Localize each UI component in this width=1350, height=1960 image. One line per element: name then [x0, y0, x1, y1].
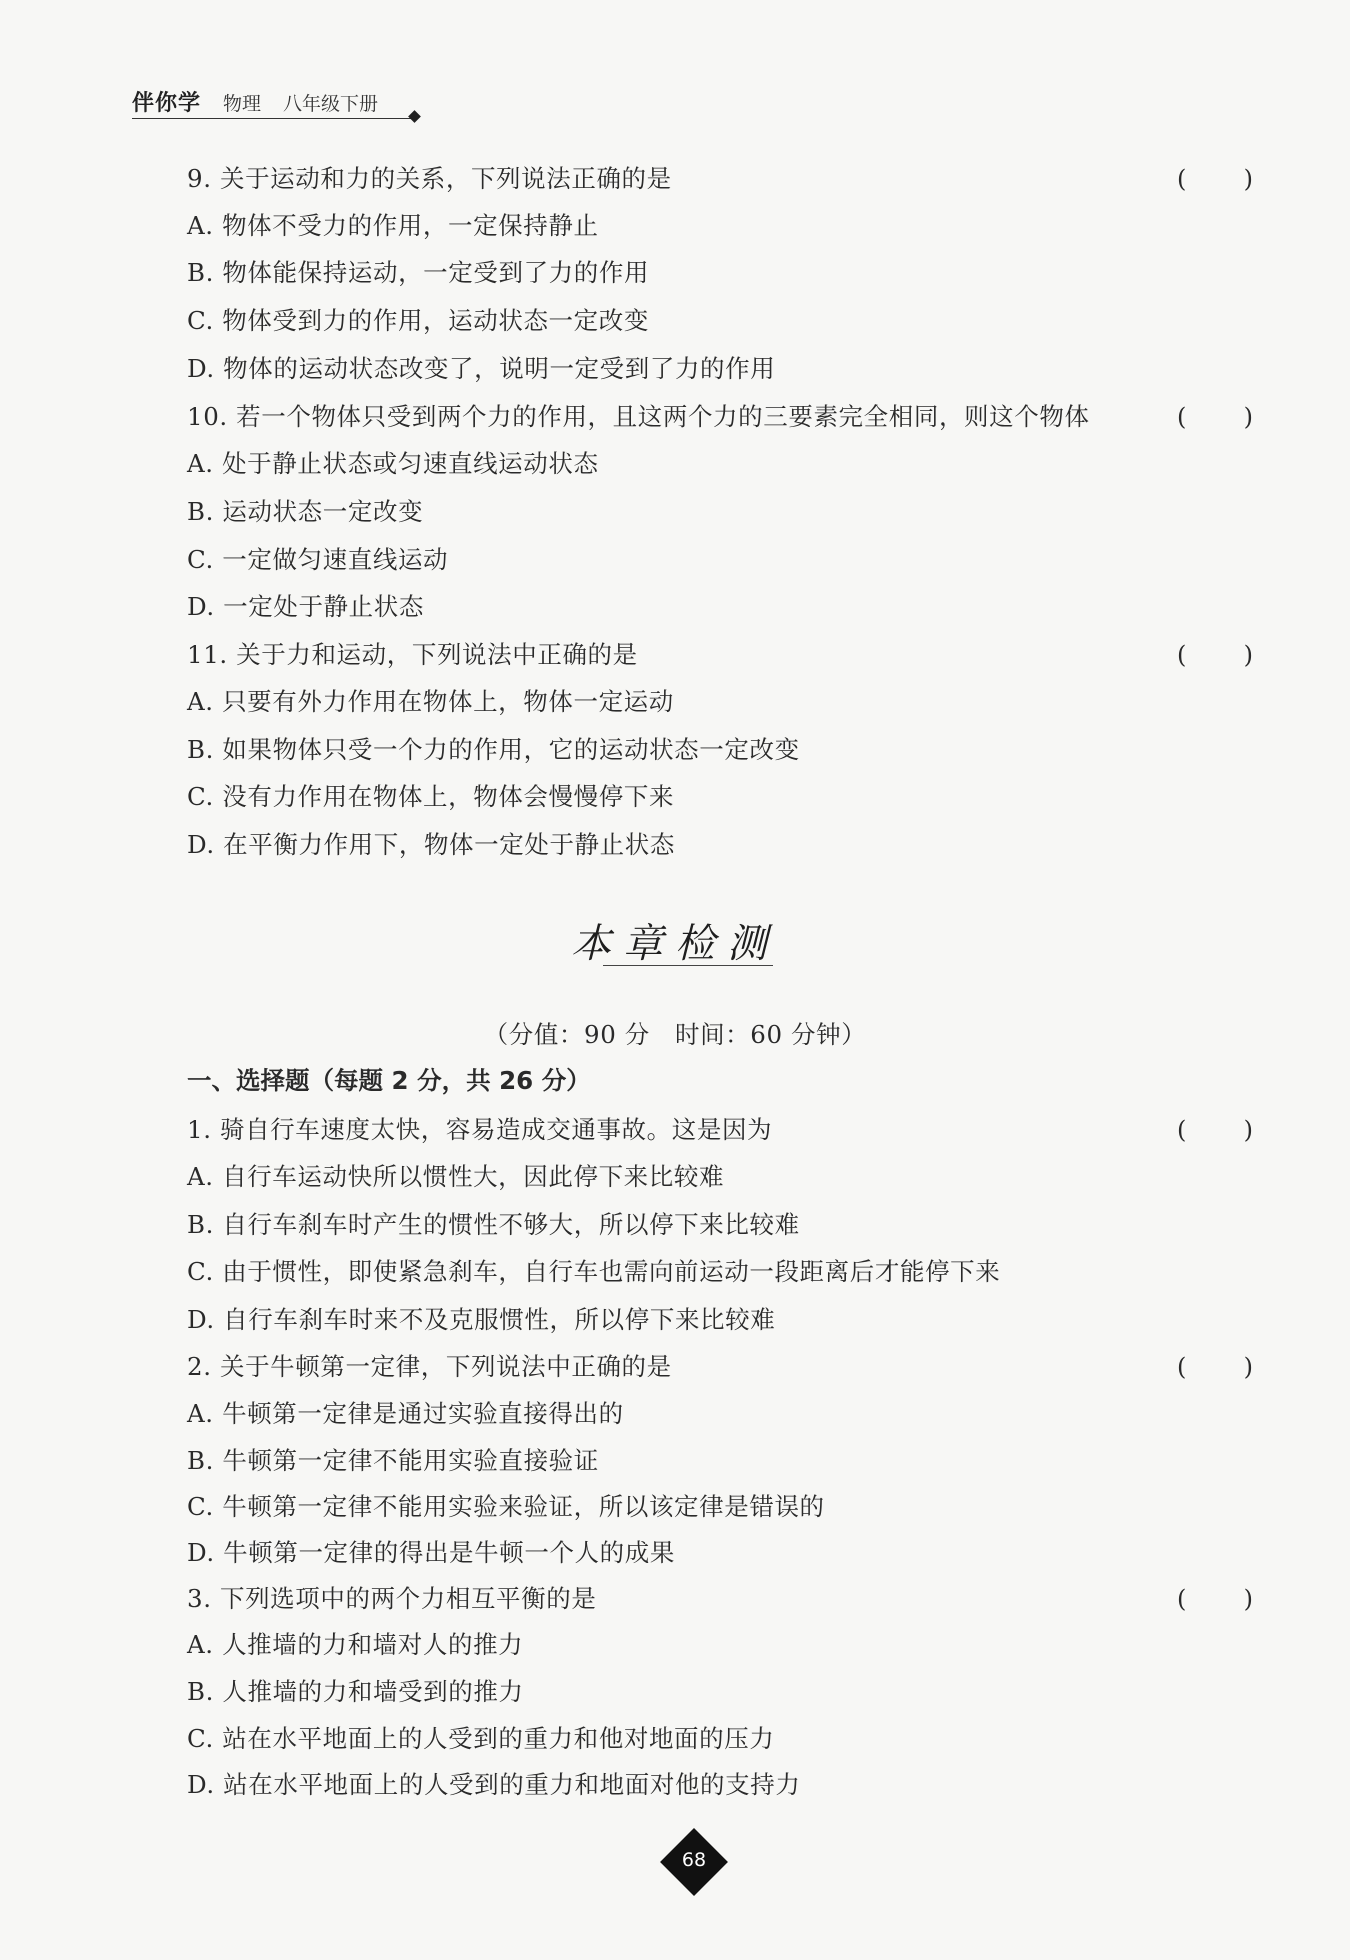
answer-bracket: ( ): [1177, 1585, 1253, 1613]
question-option: B. 物体能保持运动，一定受到了力的作用: [187, 258, 650, 287]
question-option: A. 只要有外力作用在物体上，物体一定运动: [187, 687, 674, 716]
question-option: C. 一定做匀速直线运动: [187, 545, 449, 574]
answer-bracket: ( ): [1177, 641, 1253, 669]
header-rule: [132, 118, 414, 119]
question-option: D. 物体的运动状态改变了，说明一定受到了力的作用: [187, 354, 776, 383]
question-option: B. 如果物体只受一个力的作用，它的运动状态一定改变: [187, 735, 800, 764]
question-option: C. 没有力作用在物体上，物体会慢慢停下来: [187, 782, 675, 811]
subject-label: 物理: [223, 93, 262, 115]
page-header: [132, 86, 378, 117]
answer-bracket: ( ): [1177, 1353, 1253, 1381]
question-option: B. 自行车刹车时产生的惯性不够大，所以停下来比较难: [187, 1210, 800, 1239]
question-option: C. 由于惯性，即使紧急刹车，自行车也需向前运动一段距离后才能停下来: [187, 1257, 1001, 1286]
answer-bracket: ( ): [1177, 403, 1253, 431]
score-info: （分值：90 分 时间：60 分钟）: [483, 1020, 867, 1049]
question-option: D. 牛顿第一定律的得出是牛顿一个人的成果: [187, 1538, 675, 1567]
question-option: A. 牛顿第一定律是通过实验直接得出的: [187, 1399, 624, 1428]
question-option: B. 牛顿第一定律不能用实验直接验证: [187, 1446, 599, 1475]
question-option: A. 自行车运动快所以惯性大，因此停下来比较难: [187, 1162, 725, 1191]
question-stem: 2. 关于牛顿第一定律，下列说法中正确的是: [187, 1352, 672, 1381]
question-stem: 9. 关于运动和力的关系，下列说法正确的是: [187, 164, 672, 193]
question-option: B. 运动状态一定改变: [187, 497, 424, 526]
question-option: A. 物体不受力的作用，一定保持静止: [187, 211, 599, 240]
question-option: A. 处于静止状态或匀速直线运动状态: [187, 449, 599, 478]
question-stem: 3. 下列选项中的两个力相互平衡的是: [187, 1584, 597, 1613]
question-option: D. 站在水平地面上的人受到的重力和地面对他的支持力: [187, 1770, 801, 1799]
answer-bracket: ( ): [1177, 165, 1253, 193]
question-option: B. 人推墙的力和墙受到的推力: [187, 1677, 524, 1706]
question-option: A. 人推墙的力和墙对人的推力: [187, 1630, 524, 1659]
question-option: D. 一定处于静止状态: [187, 592, 424, 621]
answer-bracket: ( ): [1177, 1116, 1253, 1144]
question-option: C. 站在水平地面上的人受到的重力和他对地面的压力: [187, 1724, 775, 1753]
brand-logo: 伴你学: [132, 91, 202, 116]
question-stem: 10. 若一个物体只受到两个力的作用，且这两个力的三要素完全相同，则这个物体: [187, 402, 1090, 431]
question-option: C. 牛顿第一定律不能用实验来验证，所以该定律是错误的: [187, 1492, 825, 1521]
header-diamond-icon: [408, 110, 421, 123]
section-heading: 一、选择题（每题 2 分，共 26 分）: [187, 1066, 591, 1095]
question-option: D. 自行车刹车时来不及克服惯性，所以停下来比较难: [187, 1305, 776, 1334]
page-number: 68: [681, 1849, 707, 1871]
question-stem: 1. 骑自行车速度太快，容易造成交通事故。这是因为: [187, 1115, 773, 1144]
question-option: C. 物体受到力的作用，运动状态一定改变: [187, 306, 649, 335]
chapter-title: 本章检测: [571, 921, 779, 967]
grade-label: 八年级下册: [283, 93, 379, 115]
chapter-title-underline: [603, 965, 773, 966]
question-stem: 11. 关于力和运动，下列说法中正确的是: [187, 640, 638, 669]
question-option: D. 在平衡力作用下，物体一定处于静止状态: [187, 830, 675, 859]
